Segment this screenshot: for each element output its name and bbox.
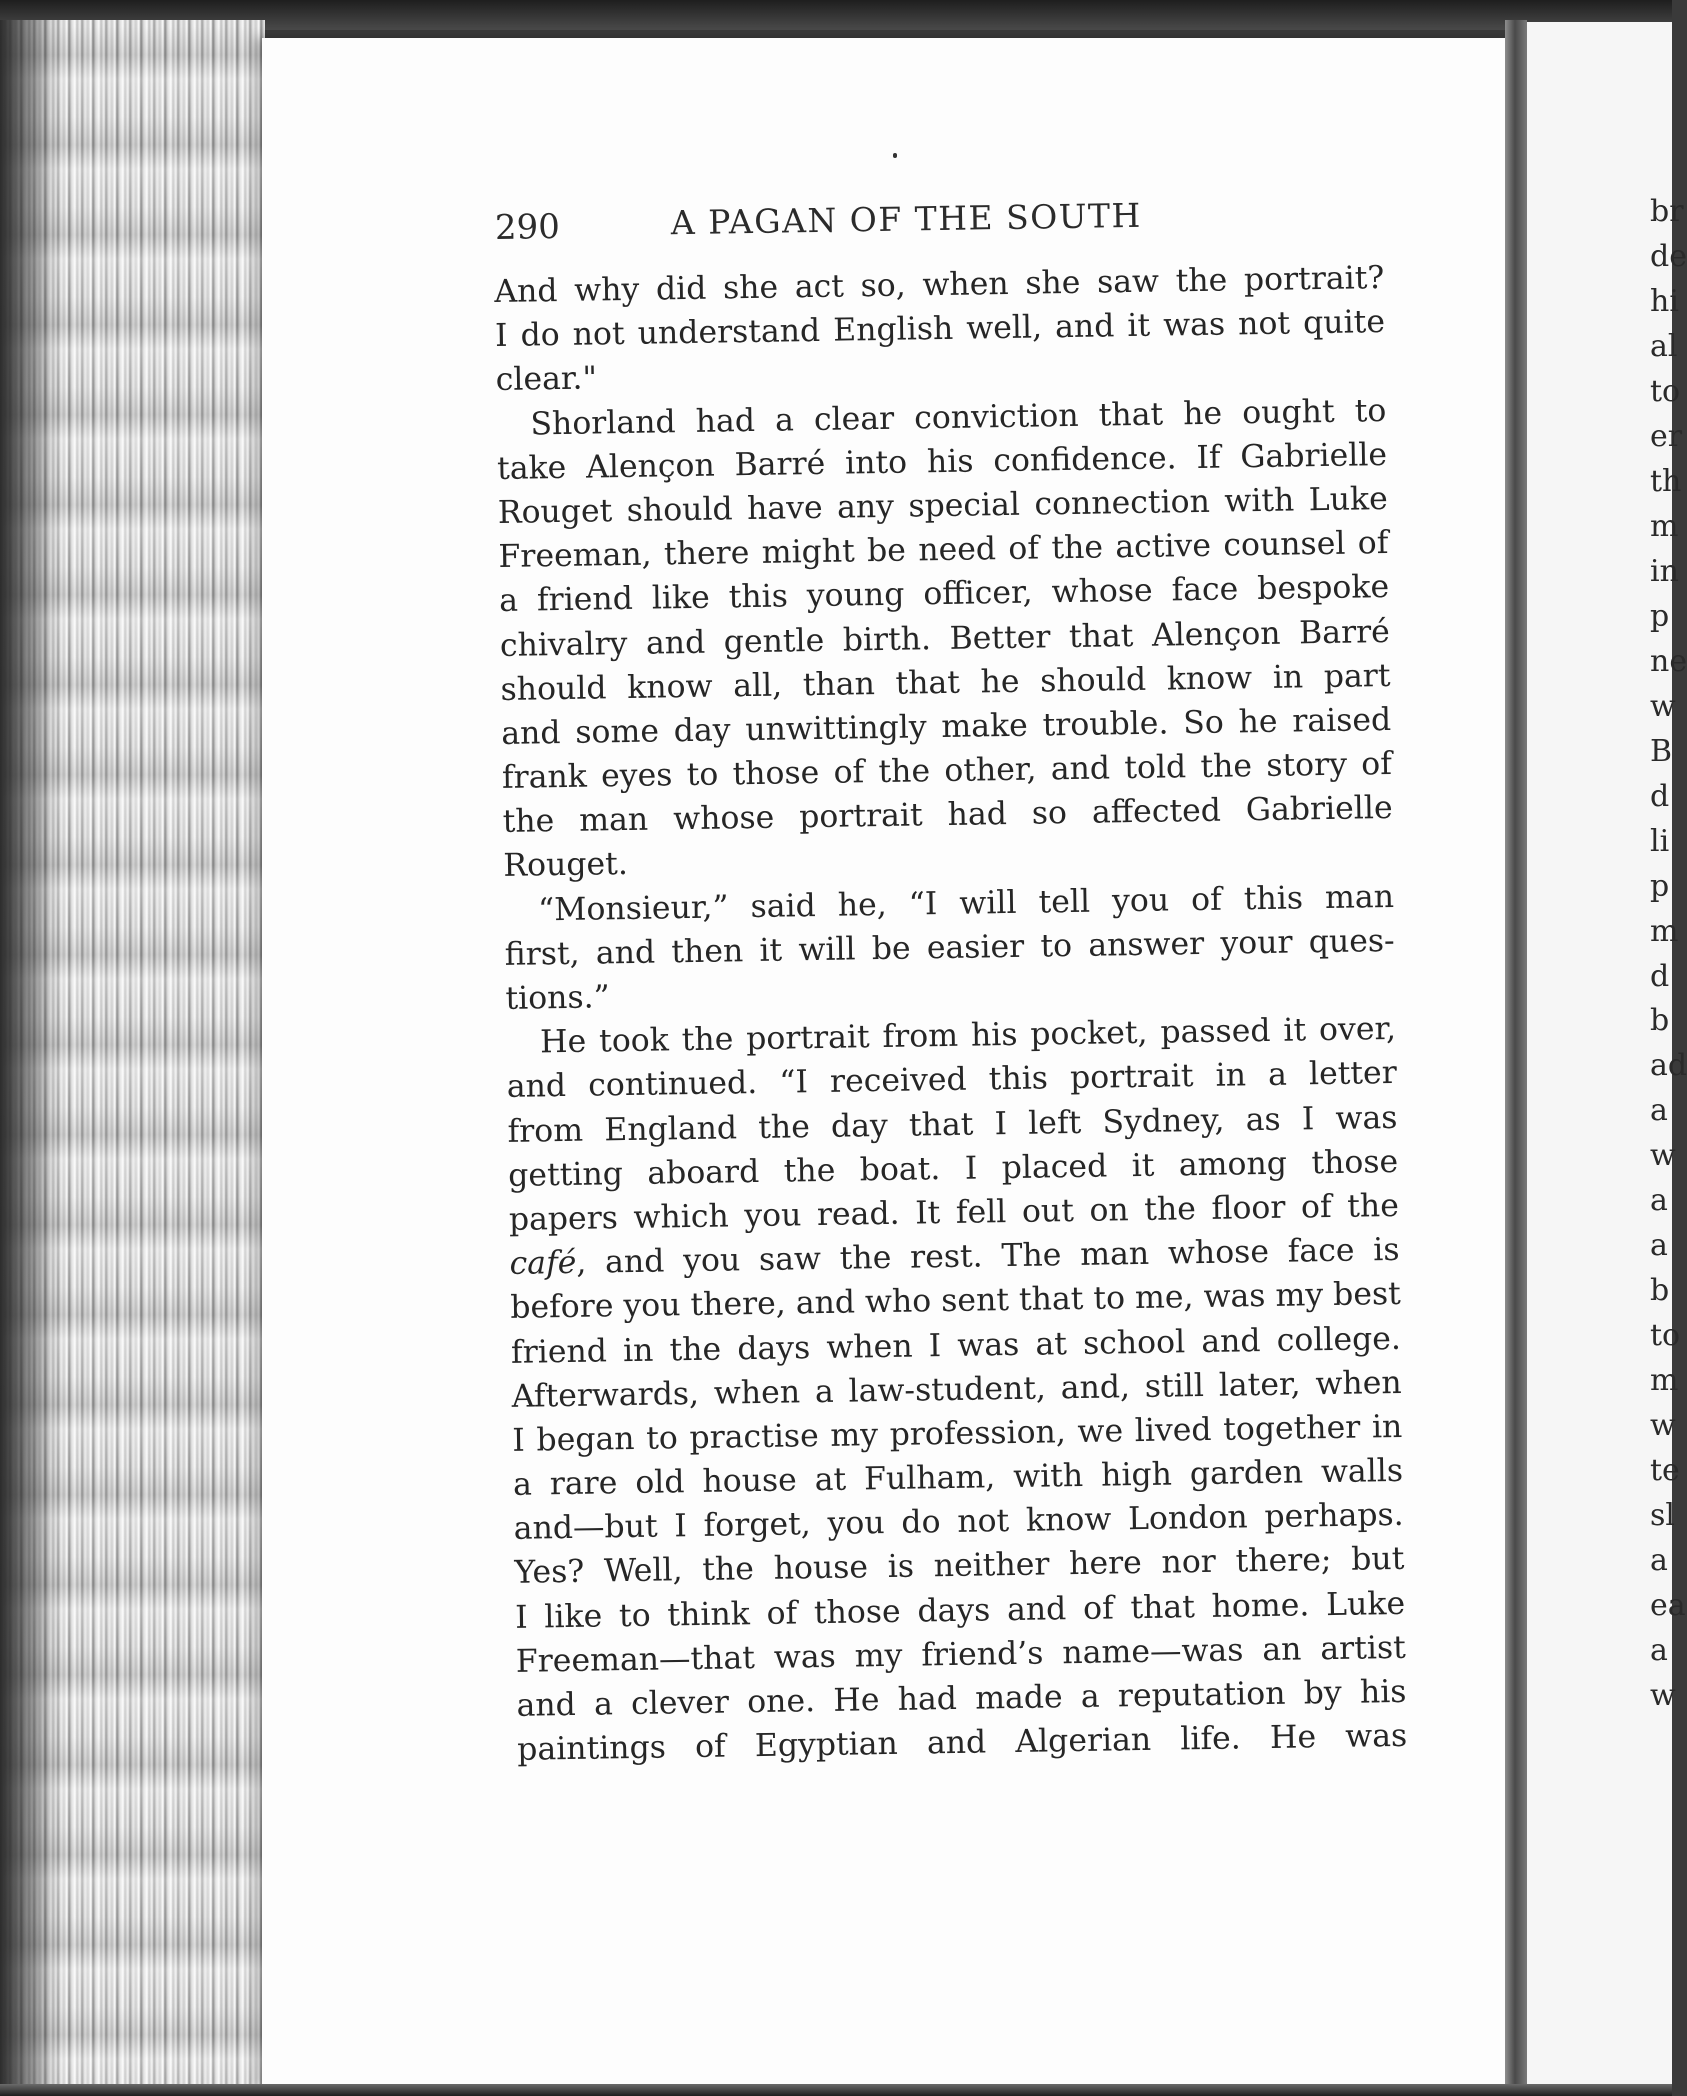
text-line: and a clever one. He had made a reputation by his (516, 1673, 1407, 1724)
text-line: Freeman, there might be need of the active counsel of (498, 525, 1389, 576)
text-line: a rare old house at Fulham, with high garden walls (512, 1452, 1404, 1503)
text-line: a friend like this young officer, whose face bespoke (498, 569, 1390, 620)
text-line: should know all, than that he should know in part (500, 657, 1391, 708)
facing-page-fragment: sl (1650, 1498, 1675, 1534)
facing-page-fragment: m (1650, 508, 1679, 544)
facing-page-fragment: in (1650, 553, 1679, 589)
text-line: Afterwards, when a law-student, and, still later, when (511, 1364, 1402, 1415)
text-line: I like to think of those days and of that home. Luke (514, 1585, 1406, 1636)
facing-page-fragment: a (1650, 1183, 1668, 1219)
book-gutter (1505, 20, 1527, 2096)
text-line: paintings of Egyptian and Algerian life. He was (516, 1718, 1408, 1769)
text-line: from England the day that I left Sydney, as I was (507, 1099, 1398, 1150)
text-line: Shorland had a clear conviction that he ought to (530, 392, 1387, 443)
facing-page-fragment: ne (1650, 643, 1687, 679)
text-line: Freeman—that was my friend’s name—was an artist (515, 1629, 1407, 1680)
facing-page (1527, 22, 1687, 2096)
facing-page-fragment: p (1650, 598, 1670, 634)
facing-page-fragment: w (1650, 688, 1676, 724)
scan-bottom-border (0, 2084, 1672, 2096)
text-line: papers which you read. It fell out on the floor of the (508, 1187, 1400, 1238)
facing-page-fragment: a (1650, 1543, 1668, 1579)
text-line: Yes? Well, the house is neither here nor there; but (514, 1541, 1405, 1592)
facing-page-fragment: th (1650, 463, 1682, 499)
facing-page-fragment: to (1650, 373, 1681, 409)
facing-page-fragment: p (1650, 868, 1670, 904)
text-line: and some day unwittingly make trouble. So he raised (501, 701, 1392, 752)
facing-page-fragment: b (1650, 1273, 1670, 1309)
facing-page-fragment: ad (1650, 1048, 1687, 1084)
facing-page-fragment: a (1650, 1228, 1668, 1264)
facing-page-fragment: b (1650, 1003, 1670, 1039)
text-line: friend in the days when I was at school and college. (510, 1320, 1402, 1371)
facing-page-fragment: w (1650, 1408, 1676, 1444)
facing-page-fragment: to (1650, 1318, 1681, 1354)
facing-page-fragment: br (1650, 194, 1684, 229)
text-line: “Monsieur,” said he, “I will tell you of this man (537, 878, 1395, 929)
text-line: clear." (495, 360, 598, 399)
text-line: before you there, and who sent that to me, was my best (510, 1276, 1402, 1327)
text-line: café, and you saw the rest. The man whose face is (509, 1232, 1400, 1283)
page-number: 290 (494, 206, 561, 248)
text-line: frank eyes to those of the other, and told the story of (501, 746, 1393, 796)
text-line: He took the portrait from his pocket, passed it over, (539, 1011, 1397, 1061)
facing-page-fragment: w (1650, 1138, 1676, 1174)
text-line: I do not understand English well, and it was not quite (494, 304, 1386, 355)
ink-speck (893, 153, 897, 158)
facing-page-fragment: B (1650, 733, 1673, 769)
facing-page-fragment: a (1650, 1633, 1668, 1669)
running-head (494, 154, 1415, 248)
facing-page-fragment: li (1650, 823, 1670, 859)
body-text (494, 256, 1407, 1772)
facing-page-fragment: de (1650, 238, 1687, 274)
facing-page-fragment: m (1650, 913, 1679, 949)
text-line: and continued. “I received this portrait in a letter (506, 1055, 1398, 1106)
facing-page-fragment: er (1650, 418, 1683, 454)
running-title: A PAGAN OF THE SOUTH (670, 195, 1143, 243)
text-line: first, and then it will be easier to answer your ques- (504, 922, 1395, 973)
facing-page-fragment: d (1650, 958, 1670, 994)
facing-page-fragment: hi (1650, 283, 1679, 319)
text-line: And why did she act so, when she saw the portrait? (494, 260, 1385, 310)
text-line: Rouget. (503, 846, 629, 885)
text-line: Rouget should have any special connection with Luke (497, 480, 1388, 531)
text-line: tions.” (505, 979, 611, 1017)
text-line: I began to practise my profession, we lived together in (512, 1408, 1403, 1459)
facing-page-fragment: al (1650, 328, 1678, 364)
facing-page-fragment: d (1650, 778, 1670, 814)
facing-page-fragment: w (1650, 1678, 1676, 1714)
facing-page-fragment: a (1650, 1093, 1668, 1129)
text-line: chivalry and gentle birth. Better that Alençon Barré (499, 613, 1391, 664)
text-line: getting aboard the boat. I placed it among those (507, 1143, 1399, 1194)
text-line: and—but I forget, you do not know London perhaps. (513, 1497, 1404, 1548)
facing-page-fragment: ea (1650, 1588, 1686, 1624)
book-page (262, 38, 1512, 2088)
facing-page-fragment: te (1650, 1453, 1680, 1489)
text-line: the man whose portrait had so affected Gabrielle (502, 790, 1393, 841)
text-line: take Alençon Barré into his confidence. If Gabrielle (496, 436, 1388, 487)
facing-page-fragment: m (1650, 1363, 1679, 1399)
edge-shadow (0, 20, 60, 2096)
